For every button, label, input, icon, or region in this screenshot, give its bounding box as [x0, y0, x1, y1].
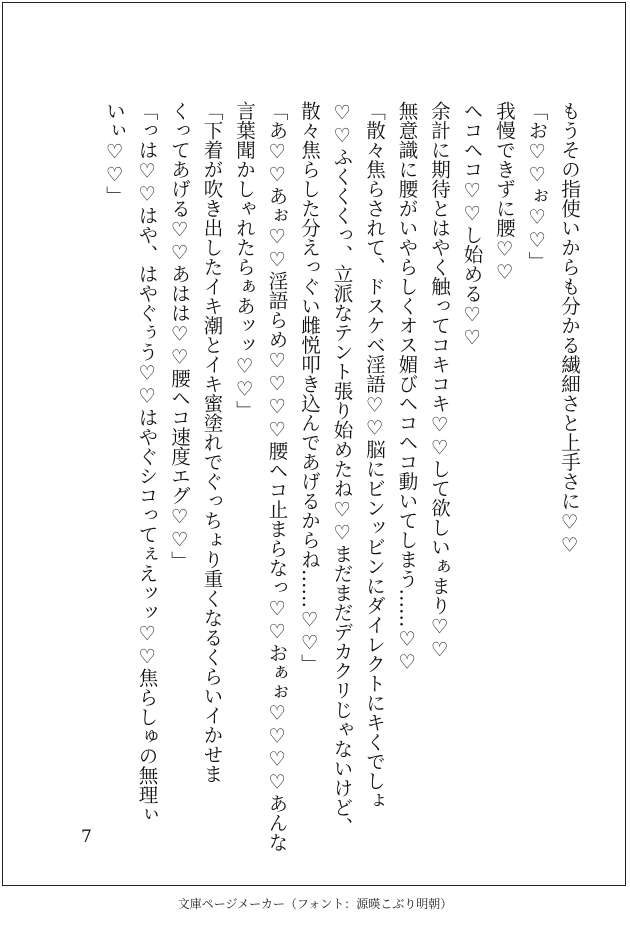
text-line: 我慢できずに腰♡♡ — [493, 101, 516, 284]
text-line: 「あ♡♡あぉ♡♡淫語らめ♡♡♡♡腰ヘコ止まらなっ♡♡おぁぉ♡♡♡♡あんな — [265, 101, 289, 852]
text-line: ♡♡ふくくくっ、立派なテント張り始めたね♡♡まだまだデカクリじゃないけど、 — [330, 101, 354, 837]
text-line: 余計に期待とはやく触ってコキコキ♡♡して欲しいぁまり♡♡ — [428, 101, 451, 661]
text-line: ヘコヘコ♡♡し始める♡♡ — [460, 101, 484, 349]
text-line: 「下着が吹き出したイキ潮とイキ蜜塗れでぐっちょり重くなるくらいイかせま — [200, 101, 224, 784]
body-text — [98, 101, 586, 852]
text-line: 「散々焦らされて、ドスケベ淫語♡♡脳にビンッビンにダイレクトにキくでしょ — [363, 101, 386, 810]
text-line: もうその指使いからも分かる繊細さと上手さに♡♡ — [558, 101, 581, 557]
footer-credit: 文庫ページメーカー（フォント：源暎こぶり明朝） — [177, 897, 453, 911]
text-line: 「お♡♡ぉ♡♡」 — [525, 101, 549, 271]
page-frame — [2, 2, 626, 886]
text-line: いぃ♡♡」 — [103, 101, 126, 206]
text-line: 「っは♡♡はや、はやぐぅう♡♡はやぐシコってぇえッッ♡♡焦らしゅの無理ぃ — [135, 101, 159, 824]
text-line: 言葉聞かしゃれたらぁあッッ♡♡」 — [233, 101, 256, 420]
text-line: 散々焦らした分えっぐい雌悦叩き込んであげるからね……♡♡」 — [298, 101, 321, 674]
text-line: 無意識に腰がいやらしくオス媚びヘコヘコ動いてしまう……♡♡ — [395, 101, 419, 674]
page-number: 7 — [81, 827, 92, 847]
text-line: くってあげる♡♡あはは♡♡腰ヘコ速度エグ♡♡」 — [168, 101, 191, 571]
